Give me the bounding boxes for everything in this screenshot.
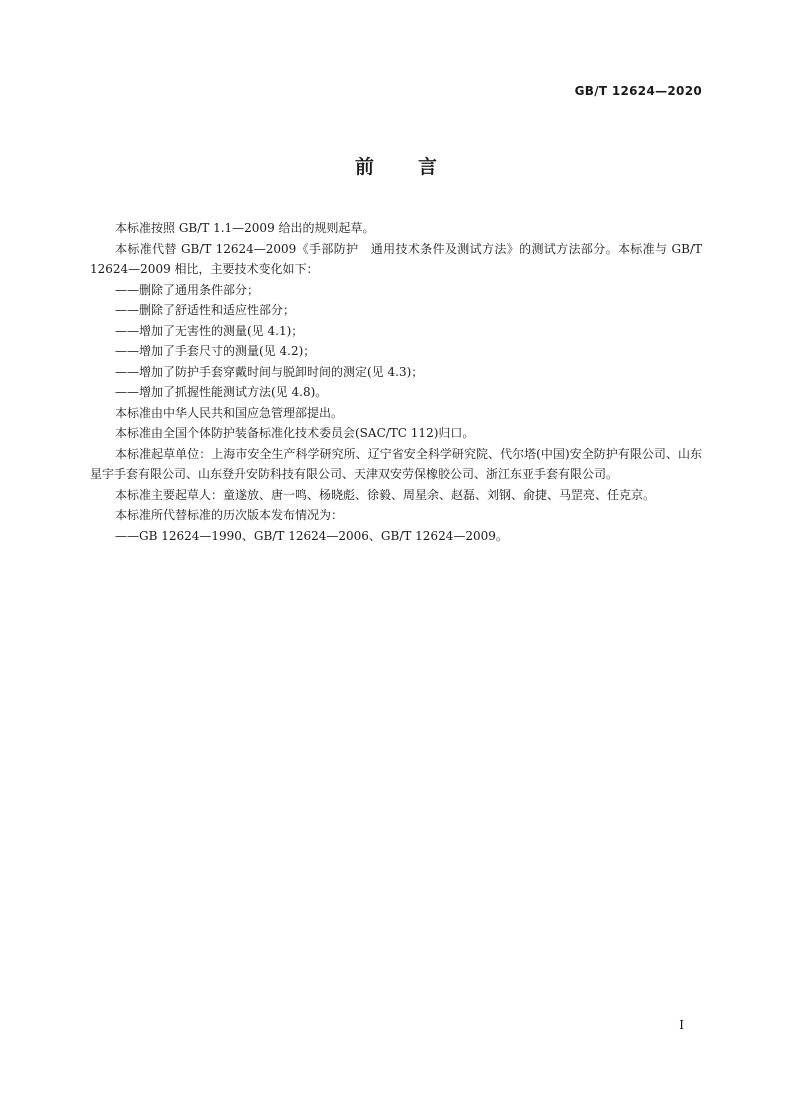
standard-code: GB/T 12624—2020 bbox=[574, 84, 702, 98]
paragraph-replacement: 本标准代替 GB/T 12624—2009《手部防护 通用技术条件及测试方法》的测试方法部分。本标准与 GB/T 12624—2009 相比，主要技术变化如下： bbox=[90, 241, 702, 276]
title-char-2: 言 bbox=[418, 156, 438, 178]
change-item: ——增加了抓握性能测试方法(见 4.8)。 bbox=[115, 385, 328, 399]
paragraph-drafters: 本标准主要起草人：童遂放、唐一鸣、杨晓彪、徐毅、周星余、赵磊、刘钢、俞捷、马罡亮、任克京。 bbox=[115, 487, 656, 502]
change-item: ——删除了舒适性和适应性部分； bbox=[115, 303, 296, 317]
page-number: I bbox=[679, 1018, 684, 1032]
paragraph-drafting-units: 本标准起草单位：上海市安全生产科学研究所、辽宁省安全科学研究院、代尔塔(中国)安全防护有限公司、山东星宇手套有限公司、山东登升安防科技有限公司、天津双安劳保橡胶公司、浙江东亚手套有限公司。 bbox=[90, 446, 702, 481]
change-item: ——增加了无害性的测量(见 4.1)； bbox=[115, 323, 304, 338]
change-item: ——增加了防护手套穿戴时间与脱卸时间的测定(见 4.3)； bbox=[115, 364, 424, 379]
change-item: ——删除了通用条件部分； bbox=[115, 282, 260, 297]
paragraph-drafting-rules: 本标准按照 GB/T 1.1—2009 给出的规则起草。 bbox=[115, 221, 375, 235]
paragraph-committee: 本标准由全国个体防护装备标准化技术委员会(SAC/TC 112)归口。 bbox=[115, 426, 475, 440]
page-title bbox=[0, 152, 792, 179]
foreword-body bbox=[90, 218, 702, 546]
title-char-1: 前 bbox=[354, 156, 374, 178]
paragraph-proposer: 本标准由中华人民共和国应急管理部提出。 bbox=[115, 405, 344, 420]
change-item: ——增加了手套尺寸的测量(见 4.2)； bbox=[115, 344, 316, 358]
history-item: ——GB 12624—1990、GB/T 12624—2006、GB/T 12624—2009。 bbox=[115, 528, 508, 543]
paragraph-history-intro: 本标准所代替标准的历次版本发布情况为： bbox=[115, 508, 344, 522]
